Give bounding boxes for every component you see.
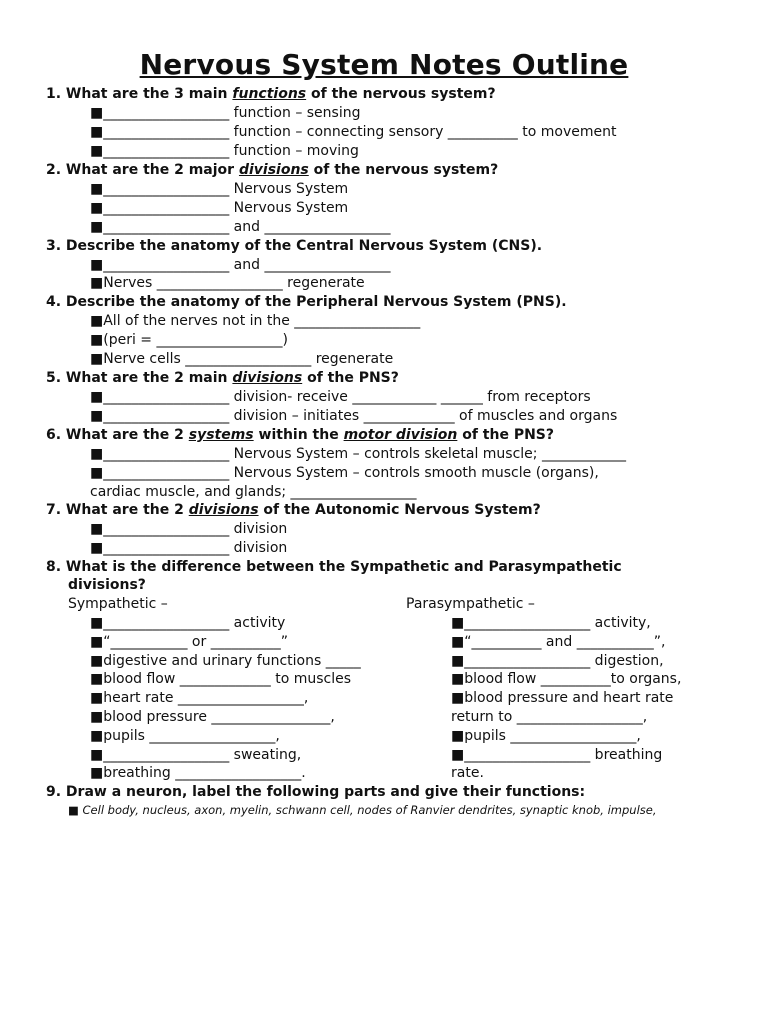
parasympathetic-item: rate. — [451, 765, 484, 781]
parasympathetic-item: ■blood pressure and heart rate — [451, 690, 674, 706]
sympathetic-heading: Sympathetic – — [68, 596, 168, 612]
parasympathetic-item: ■__________________ digestion, — [451, 653, 664, 669]
sympathetic-item: ■“___________ or __________” — [90, 634, 288, 650]
q3-item-1: ■__________________ and __________________ — [90, 257, 391, 273]
sympathetic-item: ■__________________ sweating, — [90, 747, 302, 763]
q5-item-1: ■__________________ division- receive ____________ ______ from receptors — [90, 389, 591, 405]
parasympathetic-item: ■__________________ breathing — [451, 747, 663, 763]
q2-text-pre: 2. What are the 2 major — [46, 162, 239, 178]
q2-item-1: ■__________________ Nervous System — [90, 181, 349, 197]
q5-item-2: ■__________________ division – initiates _____________ of muscles and organs — [90, 408, 618, 424]
parasympathetic-heading: Parasympathetic – — [406, 596, 535, 612]
parasympathetic-item: return to __________________, — [451, 709, 648, 725]
question-4: 4. Describe the anatomy of the Peripheral Nervous System (PNS). — [46, 294, 567, 310]
q1-item-3: ■__________________ function – moving — [90, 143, 359, 159]
q2-item-3: ■__________________ and __________________ — [90, 219, 391, 235]
q4-item-2: ■(peri = __________________) — [90, 332, 288, 348]
q9-parts-list: ■ Cell body, nucleus, axon, myelin, schwann cell, nodes of Ranvier dendrites, synaptic knob, impulse, — [68, 803, 657, 817]
question-1 — [46, 86, 496, 102]
q5-emphasis: divisions — [232, 370, 303, 386]
q6-emphasis-2: motor division — [343, 427, 458, 443]
parasympathetic-item: ■“__________ and ___________”, — [451, 634, 666, 650]
q6-item-2-continued: cardiac muscle, and glands; __________________ — [90, 484, 417, 500]
q7-item-1: ■__________________ division — [90, 521, 288, 537]
question-5 — [46, 370, 399, 386]
q7-text-pre: 7. What are the 2 — [46, 502, 189, 518]
q6-emphasis: systems — [188, 427, 254, 443]
q7-emphasis: divisions — [188, 502, 259, 518]
q6-text-mid: within the — [253, 427, 344, 443]
sympathetic-item: ■pupils __________________, — [90, 728, 280, 744]
q7-item-2: ■__________________ division — [90, 540, 288, 556]
question-8: 8. What is the difference between the Sympathetic and Parasympathetic — [46, 559, 622, 575]
q6-text-pre: 6. What are the 2 — [46, 427, 189, 443]
page-title: Nervous System Notes Outline — [139, 48, 629, 81]
question-9: 9. Draw a neuron, label the following parts and give their functions: — [46, 784, 586, 800]
q6-item-2: ■__________________ Nervous System – controls smooth muscle (organs), — [90, 465, 599, 481]
sympathetic-item: ■blood pressure _________________, — [90, 709, 335, 725]
parasympathetic-item: ■blood flow __________to organs, — [451, 671, 682, 687]
q2-item-2: ■__________________ Nervous System — [90, 200, 349, 216]
q1-text-post: of the nervous system? — [306, 86, 496, 102]
q7-text-post: of the Autonomic Nervous System? — [258, 502, 541, 518]
parasympathetic-item: ■pupils __________________, — [451, 728, 641, 744]
q4-item-3: ■Nerve cells __________________ regenerate — [90, 351, 394, 367]
question-2 — [46, 162, 498, 178]
q1-text-pre: 1. What are the 3 main — [46, 86, 233, 102]
q5-text-pre: 5. What are the 2 main — [46, 370, 233, 386]
sympathetic-item: ■digestive and urinary functions _____ — [90, 653, 361, 669]
q4-item-1: ■All of the nerves not in the __________________ — [90, 313, 421, 329]
q5-text-post: of the PNS? — [302, 370, 399, 386]
parasympathetic-item: ■__________________ activity, — [451, 615, 651, 631]
q1-emphasis: functions — [232, 86, 307, 102]
sympathetic-item: ■blood flow _____________ to muscles — [90, 671, 352, 687]
q2-emphasis: divisions — [238, 162, 309, 178]
q1-item-1: ■__________________ function – sensing — [90, 105, 361, 121]
question-6 — [46, 427, 554, 443]
sympathetic-item: ■heart rate __________________, — [90, 690, 309, 706]
q6-item-1: ■__________________ Nervous System – controls skeletal muscle; ____________ — [90, 446, 626, 462]
q2-text-post: of the nervous system? — [308, 162, 499, 178]
q6-text-post: of the PNS? — [457, 427, 555, 443]
q3-item-2: ■Nerves __________________ regenerate — [90, 275, 365, 291]
question-7 — [46, 502, 541, 518]
question-8-continued: divisions? — [68, 577, 146, 593]
q1-item-2: ■__________________ function – connecting sensory __________ to movement — [90, 124, 617, 140]
sympathetic-item: ■__________________ activity — [90, 615, 286, 631]
sympathetic-item: ■breathing __________________. — [90, 765, 306, 781]
question-3: 3. Describe the anatomy of the Central Nervous System (CNS). — [46, 238, 543, 254]
